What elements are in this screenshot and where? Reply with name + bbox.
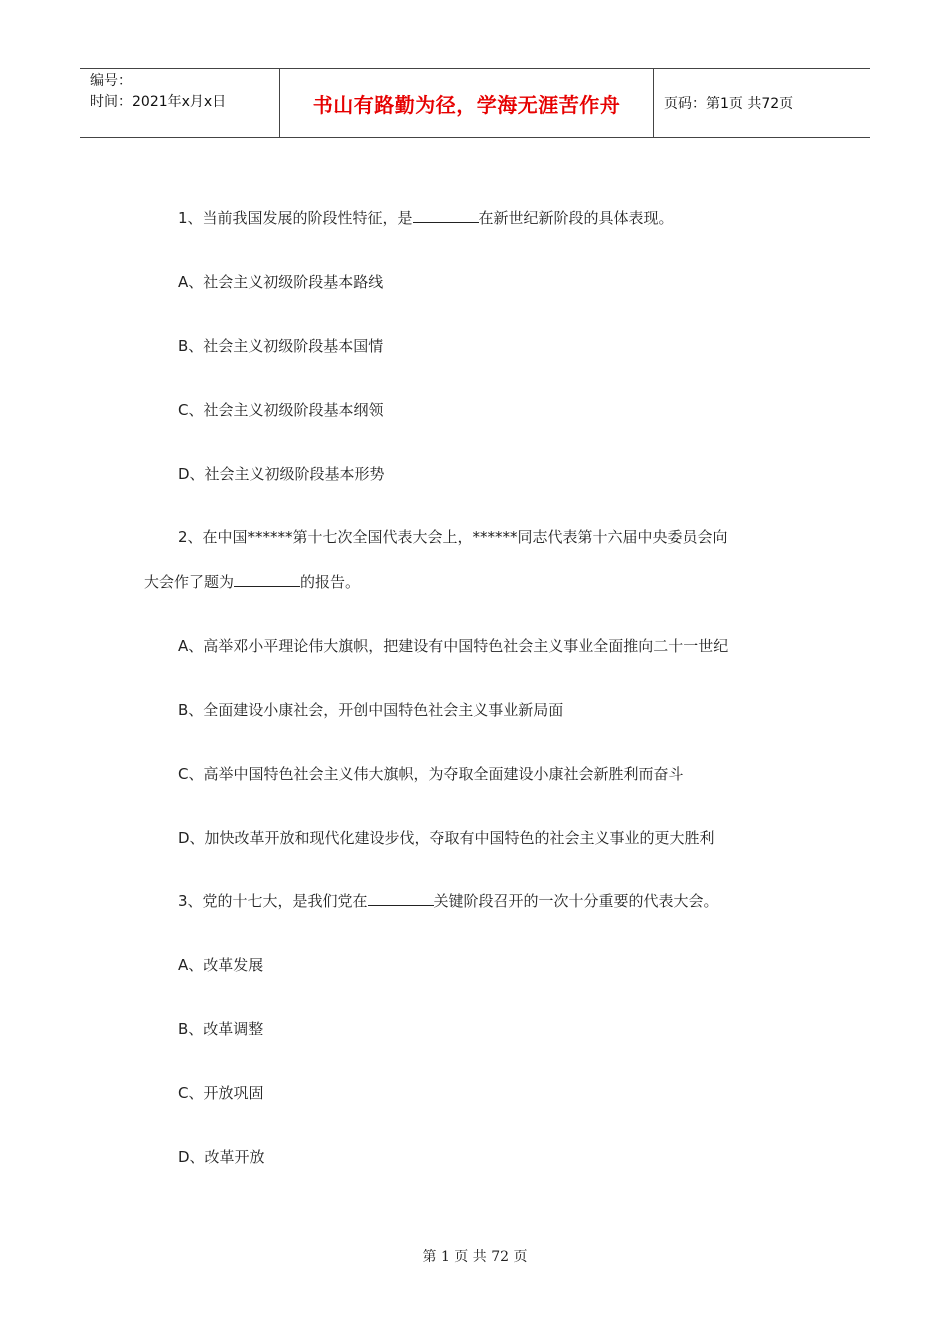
option-2a: A、高举邓小平理论伟大旗帜，把建设有中国特色社会主义事业全面推向二十一世纪 [178,637,729,655]
id-label: 编号： [90,73,132,89]
option-2c: C、高举中国特色社会主义伟大旗帜，为夺取全面建设小康社会新胜利而奋斗 [178,765,684,783]
header-motto: 书山有路勤为径，学海无涯苦作舟 [280,69,654,137]
option-3d: D、改革开放 [178,1148,265,1166]
header-page-info: 页码：第1页 共72页 [664,96,794,112]
page-header [80,68,870,138]
time-label: 时间：2021年x月x日 [90,94,227,110]
question-3: 3、党的十七大，是我们党在 关键阶段召开的一次十分重要的代表大会。 [178,892,719,910]
option-1d: D、社会主义初级阶段基本形势 [178,465,385,483]
page-footer: 第 1 页 共 72 页 [422,1249,528,1265]
fill-blank [368,891,434,906]
option-1c: C、社会主义初级阶段基本纲领 [178,401,384,419]
fill-blank [234,572,300,587]
question-2-continued: 大会作了题为 的报告。 [144,573,361,591]
question-1: 1、当前我国发展的阶段性特征，是 在新世纪新阶段的具体表现。 [178,209,674,227]
option-1a: A、社会主义初级阶段基本路线 [178,273,384,291]
option-3c: C、开放巩固 [178,1084,264,1102]
fill-blank [413,208,479,223]
option-3a: A、改革发展 [178,956,264,974]
question-2: 2、在中国******第十七次全国代表大会上，******同志代表第十六届中央委员会向 [178,528,728,546]
header-meta [80,69,280,137]
option-1b: B、社会主义初级阶段基本国情 [178,337,384,355]
option-2d: D、加快改革开放和现代化建设步伐，夺取有中国特色的社会主义事业的更大胜利 [178,829,715,847]
option-3b: B、改革调整 [178,1020,264,1038]
option-2b: B、全面建设小康社会，开创中国特色社会主义事业新局面 [178,701,564,719]
